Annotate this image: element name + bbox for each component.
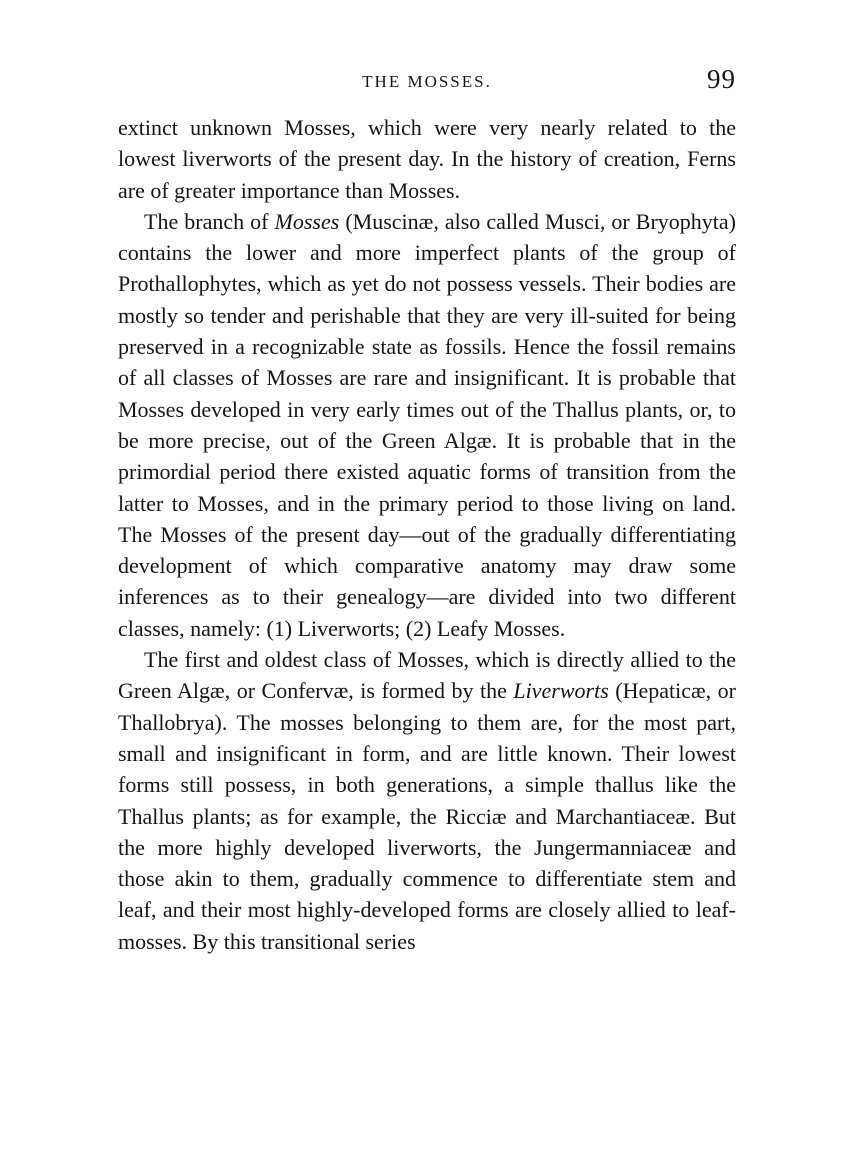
paragraph-3-text-rest: (Hepaticæ, or Thallobrya). The mosses belonging to them are, for the most part, small and insignificant in form, and are little known. Their lowest forms still possess, in both generations, a simple thallus like the Thallus plants; as for example, the Ricciæ and Marchantiaceæ. But the more highly developed liverworts, the Jungermanniaceæ and those akin to them, gradually commence to differentiate stem and leaf, and their most highly-developed forms are closely allied to leaf-mosses. By this transitional series [118,678,737,954]
body-text [118,112,736,957]
paragraph-1-text: extinct unknown Mosses, which were very nearly related to the lowest liverworts of the present day. In the history of creation, Ferns are of greater importance than Mosses. [118,115,736,203]
paragraph-mosses [118,206,736,644]
paragraph-2-text-rest: (Muscinæ, also called Musci, or Bryophyta) contains the lower and more imperfect plants of the group of Prothallophytes, which as yet do not possess vessels. Their bodies are mostly so tender and perishable that they are very ill-suited for being preserved in a recognizable state as fossils. Hence the fossil remains of all classes of Mosses are rare and insignificant. It is probable that Mosses developed in very early times out of the Thallus plants, or, to be more precise, out of the Green Algæ. It is probable that in the primordial period there existed aquatic forms of transition from the latter to Mosses, and in the primary period to those living on land. The Mosses of the present day—out of the gradually differentiating development of which comparative anatomy may draw some inferences as to their genealogy—are divided into two different classes, namely: (1) Liverworts; (2) Leafy Mosses. [118,208,736,641]
term-mosses: Mosses [274,208,340,234]
paragraph-3-text-start: The first and oldest class of Mosses, which is directly allied to the Green Algæ, or Confervæ, is formed by the [118,647,736,704]
page-number: 99 [707,64,736,94]
running-title: THE MOSSES. [362,72,492,91]
paragraph-liverworts [118,644,736,957]
term-liverworts: Liverworts [513,678,609,704]
paragraph-2-text-start: The branch of [144,208,275,234]
running-head [118,66,736,96]
paragraph-continuation [118,112,736,206]
